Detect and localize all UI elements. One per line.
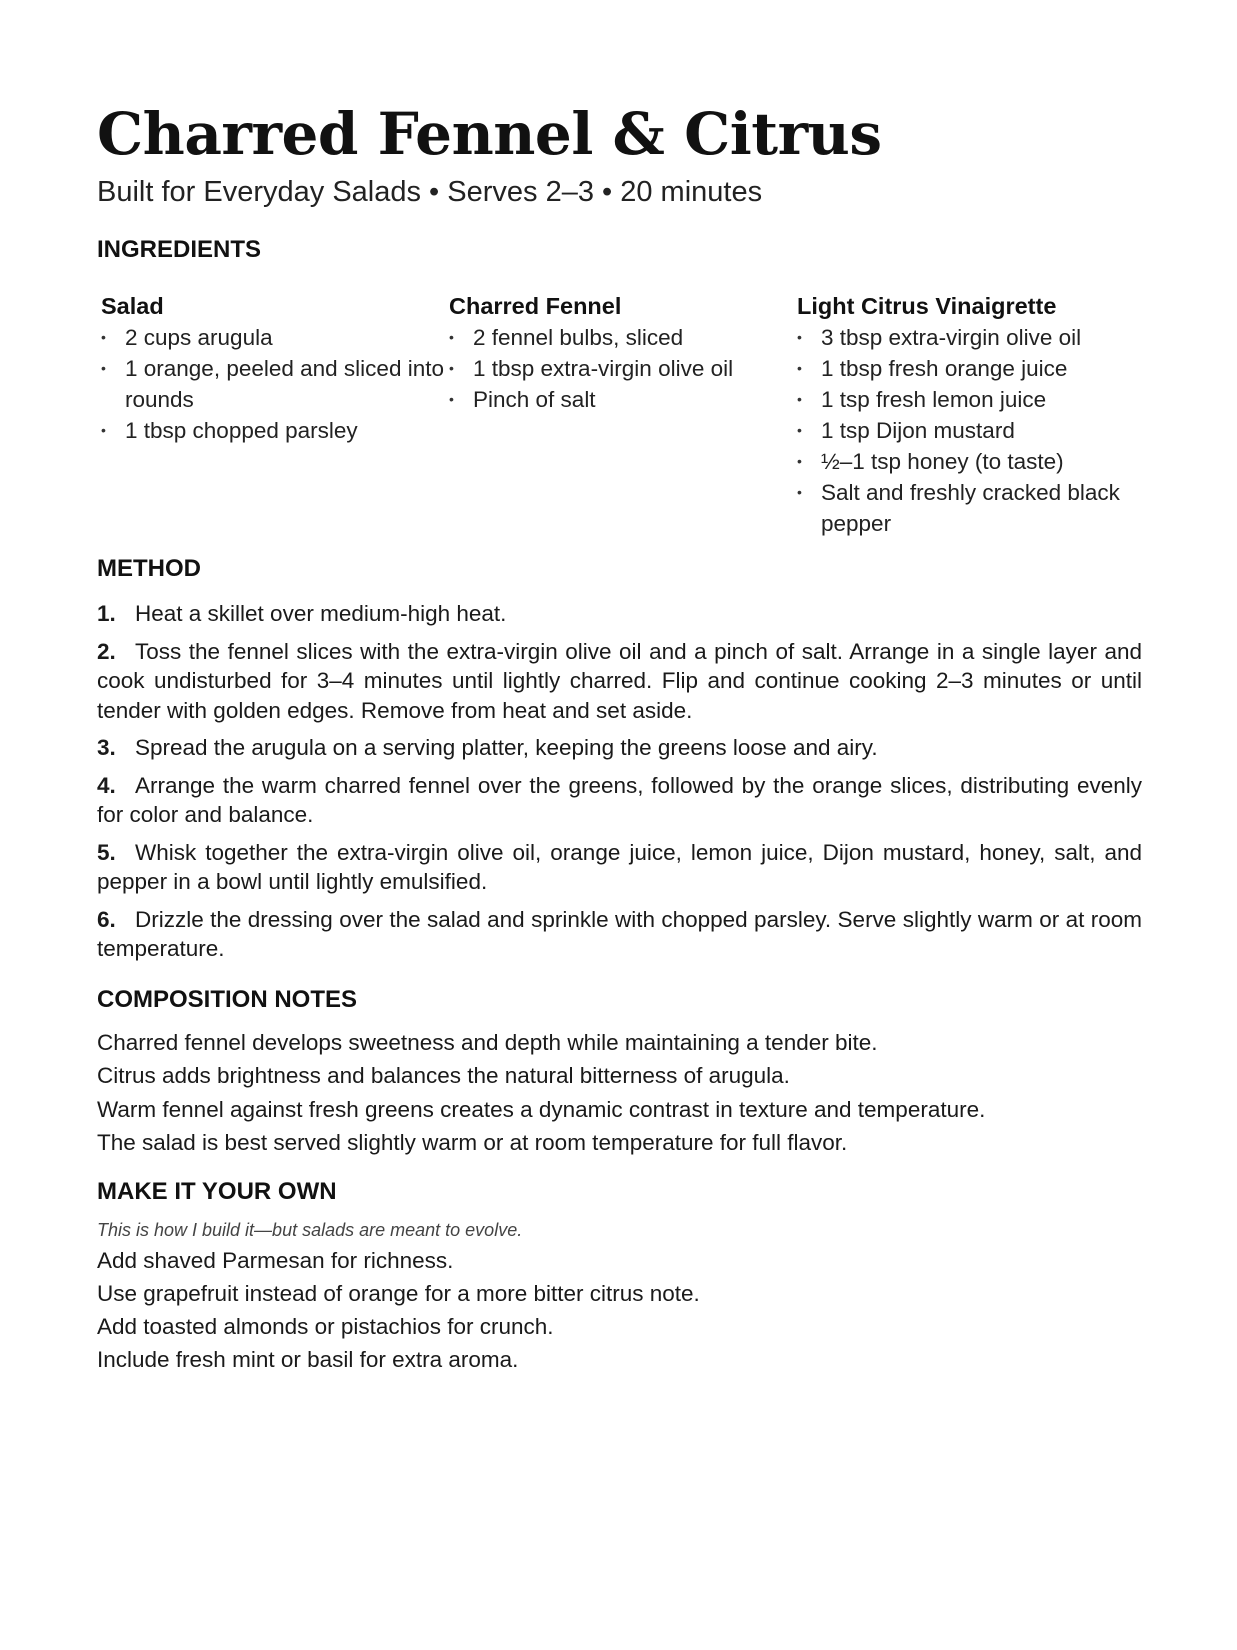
composition-note: The salad is best served slightly warm or at room temperature for full flavor. bbox=[97, 1130, 848, 1155]
ingredient-group-vinaigrette bbox=[797, 290, 1137, 539]
ingredient-text: 1 tsp fresh lemon juice bbox=[821, 387, 1047, 412]
composition-notes bbox=[97, 1026, 1142, 1160]
make-it-your-own-intro: This is how I build it—but salads are meant to evolve. bbox=[97, 1219, 523, 1240]
ingredient-text: 1 tbsp extra-virgin olive oil bbox=[473, 356, 734, 381]
ingredient-item bbox=[797, 415, 1137, 446]
step-number: 2. bbox=[97, 638, 116, 664]
step-text: Drizzle the dressing over the salad and sprinkle with chopped parsley. Serve slightly warm or at room temperature. bbox=[97, 906, 1142, 961]
step-text: Heat a skillet over medium-high heat. bbox=[135, 601, 507, 626]
ingredient-item bbox=[797, 322, 1137, 353]
step-number: 6. bbox=[97, 906, 116, 932]
ingredient-text: Pinch of salt bbox=[473, 387, 596, 412]
composition-note: Warm fennel against fresh greens creates a dynamic contrast in texture and temperature. bbox=[97, 1096, 986, 1122]
ingredient-item bbox=[449, 322, 797, 353]
variation-item: Include fresh mint or basil for extra aroma. bbox=[97, 1346, 519, 1372]
ingredients-heading: INGREDIENTS bbox=[97, 236, 262, 263]
step-text: Spread the arugula on a serving platter, keeping the greens loose and airy. bbox=[135, 735, 878, 760]
method-step bbox=[97, 771, 1142, 830]
ingredient-list bbox=[449, 322, 797, 415]
recipe-title: Charred Fennel & Citrus bbox=[97, 100, 882, 168]
ingredient-text: 2 cups arugula bbox=[125, 325, 273, 350]
ingredient-text: 3 tbsp extra-virgin olive oil bbox=[821, 325, 1082, 350]
ingredient-item bbox=[449, 353, 797, 384]
step-number: 4. bbox=[97, 772, 116, 798]
method-step bbox=[97, 637, 1142, 726]
bullet-icon: • bbox=[101, 422, 106, 438]
step-number: 5. bbox=[97, 839, 116, 865]
ingredient-group-title: Light Citrus Vinaigrette bbox=[797, 293, 1057, 319]
make-it-your-own-heading: MAKE IT YOUR OWN bbox=[97, 1177, 337, 1205]
ingredient-text: ½–1 tsp honey (to taste) bbox=[821, 449, 1064, 474]
ingredient-item bbox=[101, 415, 449, 446]
recipe-subtitle: Built for Everyday Salads • Serves 2–3 • 20 minutes bbox=[97, 176, 763, 208]
step-number: 3. bbox=[97, 735, 116, 760]
ingredient-text: 1 tbsp chopped parsley bbox=[125, 418, 358, 443]
ingredient-group-charred-fennel bbox=[449, 290, 797, 539]
method-heading: METHOD bbox=[97, 555, 201, 582]
variation-list bbox=[97, 1244, 1142, 1376]
composition-note: Charred fennel develops sweetness and depth while maintaining a tender bite. bbox=[97, 1029, 878, 1055]
ingredient-item bbox=[797, 477, 1137, 539]
ingredient-item bbox=[101, 322, 449, 353]
ingredient-item bbox=[797, 384, 1137, 415]
bullet-icon: • bbox=[449, 391, 454, 407]
bullet-icon: • bbox=[101, 329, 106, 345]
step-text: Whisk together the extra-virgin olive oil, orange juice, lemon juice, Dijon mustard, honey, salt, and pepper in a bowl until lightly emulsified. bbox=[97, 839, 1142, 894]
variation-item: Add shaved Parmesan for richness. bbox=[97, 1247, 454, 1273]
step-text: Arrange the warm charred fennel over the greens, followed by the orange slices, distributing evenly for color and balance. bbox=[97, 772, 1142, 827]
composition-note: Citrus adds brightness and balances the natural bitterness of arugula. bbox=[97, 1063, 790, 1088]
variation-item: Use grapefruit instead of orange for a more bitter citrus note. bbox=[97, 1280, 700, 1306]
ingredient-list bbox=[101, 322, 449, 446]
ingredient-text: 1 tsp Dijon mustard bbox=[821, 418, 1015, 443]
bullet-icon: • bbox=[797, 422, 802, 438]
step-number: 1. bbox=[97, 601, 116, 626]
ingredient-item bbox=[101, 353, 449, 415]
bullet-icon: • bbox=[797, 484, 802, 500]
recipe-page bbox=[97, 96, 1142, 1376]
ingredient-group-title: Charred Fennel bbox=[449, 293, 622, 319]
ingredient-text: 2 fennel bulbs, sliced bbox=[473, 325, 684, 350]
bullet-icon: • bbox=[101, 360, 106, 376]
ingredient-text: Salt and freshly cracked black pepper bbox=[821, 480, 1120, 536]
method-step bbox=[97, 733, 1142, 763]
ingredient-text: 1 tbsp fresh orange juice bbox=[821, 356, 1068, 381]
method-steps bbox=[97, 599, 1142, 964]
method-step bbox=[97, 905, 1142, 964]
step-text: Toss the fennel slices with the extra-virgin olive oil and a pinch of salt. Arrange in a single layer and cook undisturbed for 3–4 minutes until lightly charred. Flip and continue cooking 2–3 minutes or until tender with golden edges. Remove from heat and set aside. bbox=[97, 638, 1142, 723]
composition-notes-heading: COMPOSITION NOTES bbox=[97, 985, 358, 1013]
bullet-icon: • bbox=[797, 360, 802, 376]
bullet-icon: • bbox=[449, 360, 454, 376]
ingredient-group-salad bbox=[101, 290, 449, 539]
bullet-icon: • bbox=[797, 391, 802, 407]
ingredient-list bbox=[797, 322, 1137, 539]
ingredient-item bbox=[797, 353, 1137, 384]
bullet-icon: • bbox=[797, 329, 802, 345]
ingredient-columns bbox=[97, 290, 1142, 539]
ingredient-item bbox=[797, 446, 1137, 477]
ingredient-text: 1 orange, peeled and sliced into rounds bbox=[125, 356, 444, 412]
bullet-icon: • bbox=[449, 329, 454, 345]
variation-item: Add toasted almonds or pistachios for crunch. bbox=[97, 1313, 554, 1339]
ingredient-group-title: Salad bbox=[101, 293, 164, 319]
bullet-icon: • bbox=[797, 453, 802, 469]
method-step bbox=[97, 838, 1142, 897]
method-step bbox=[97, 599, 1142, 629]
ingredient-item bbox=[449, 384, 797, 415]
